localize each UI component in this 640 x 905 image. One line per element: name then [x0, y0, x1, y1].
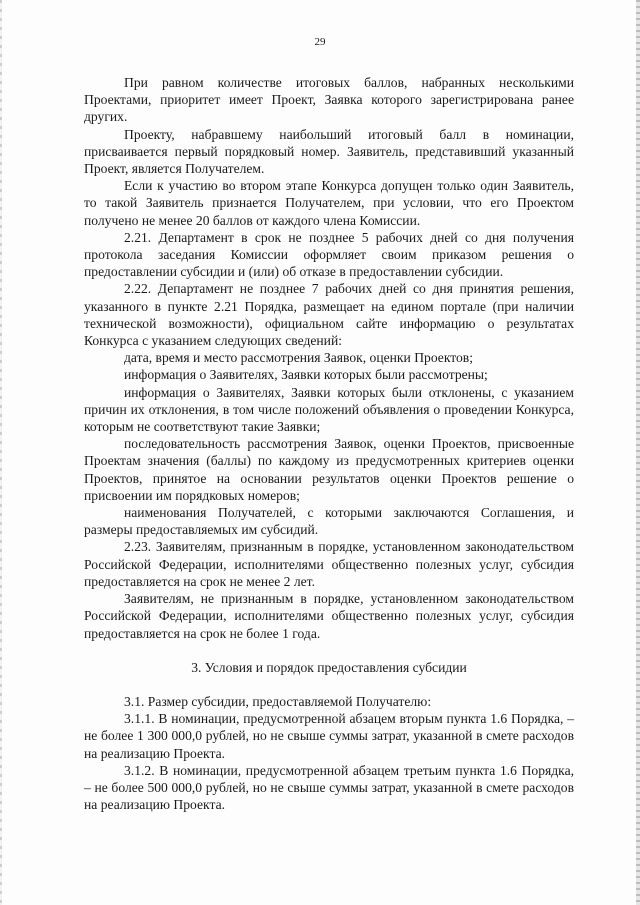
scan-edge-left [0, 0, 2, 905]
list-item: дата, время и место рассмотрения Заявок, оценки Проектов; [124, 350, 473, 366]
list-item: наименования Получателей, с которыми заключаются Соглашения, и размеры предоставляемых им субсидий. [84, 505, 574, 538]
paragraph-3-1: 3.1. Размер субсидии, предоставляемой Получателю: [124, 693, 432, 709]
paragraph-3-1-1: 3.1.1. В номинации, предусмотренной абзацем вторым пункта 1.6 Порядка, – не более 1 300 000,0 рублей, но не свыше суммы затрат, указанной в смете расходов на реализацию Проекта. [84, 711, 574, 761]
paragraph-3-1-2: 3.1.2. В номинации, предусмотренной абзацем третьим пункта 1.6 Порядка, – не более 500 000,0 рублей, но не свыше суммы затрат, указанной в смете расходов на реализацию Проекта. [84, 762, 574, 813]
paragraph: Заявителям, не признанным в порядке, установленном законодательством Российской Федерации, исполнителями общественно полезных услуг, субсидия предоставляется на срок не более 1 года. [84, 591, 574, 641]
list-item: последовательность рассмотрения Заявок, оценки Проектов, присвоенные Проектам значения (баллы) по каждому из предусмотренных критериев оценки Проектов, принятое на основании результатов оценки Проектов решение о присвоении им порядковых номеров; [84, 436, 574, 503]
paragraph-2-23: 2.23. Заявителям, признанным в порядке, установленном законодательством Российской Федерации, исполнителями общественно полезных услуг, субсидия предоставляется на срок не менее 2 лет. [84, 539, 574, 589]
paragraph: Проекту, набравшему наибольший итоговый балл в номинации, присваивается первый порядковый номер. Заявитель, представивший указанный Проект, является Получателем. [84, 126, 574, 177]
body-text [84, 74, 574, 813]
paragraph: Если к участию во втором этапе Конкурса допущен только один Заявитель, то такой Заявитель признается Получателем, при условии, что его Проектом получено не менее 20 баллов от каждого члена Комиссии. [84, 178, 574, 228]
page-number: 29 [314, 36, 326, 48]
scan-edge-right [636, 0, 640, 905]
paragraph-2-22: 2.22. Департамент не позднее 7 рабочих дней со дня принятия решения, указанного в пункте 2.21 Порядка, размещает на едином портале (при наличии технической возможности), официальном сайте информацию о результатах Конкурса с указанием следующих сведений: [84, 281, 574, 349]
list-item: информация о Заявителях, Заявки которых были отклонены, с указанием причин их отклонения, в том числе положений объявления о проведении Конкурса, которым не соответствуют такие Заявки; [84, 384, 574, 435]
paragraph: При равном количестве итоговых баллов, набранных несколькими Проектами, приоритет имеет Проект, Заявка которого зарегистрирована ранее других. [84, 75, 574, 125]
list-item: информация о Заявителях, Заявки которых были рассмотрены; [124, 367, 488, 383]
paragraph-2-21: 2.21. Департамент в срок не позднее 5 рабочих дней со дня получения протокола заседания Комиссии оформляет своим приказом решения о предоставлении субсидии и (или) об отказе в предоставлении субсидии. [84, 229, 574, 280]
section-heading: 3. Условия и порядок предоставления субсидии [191, 659, 467, 675]
